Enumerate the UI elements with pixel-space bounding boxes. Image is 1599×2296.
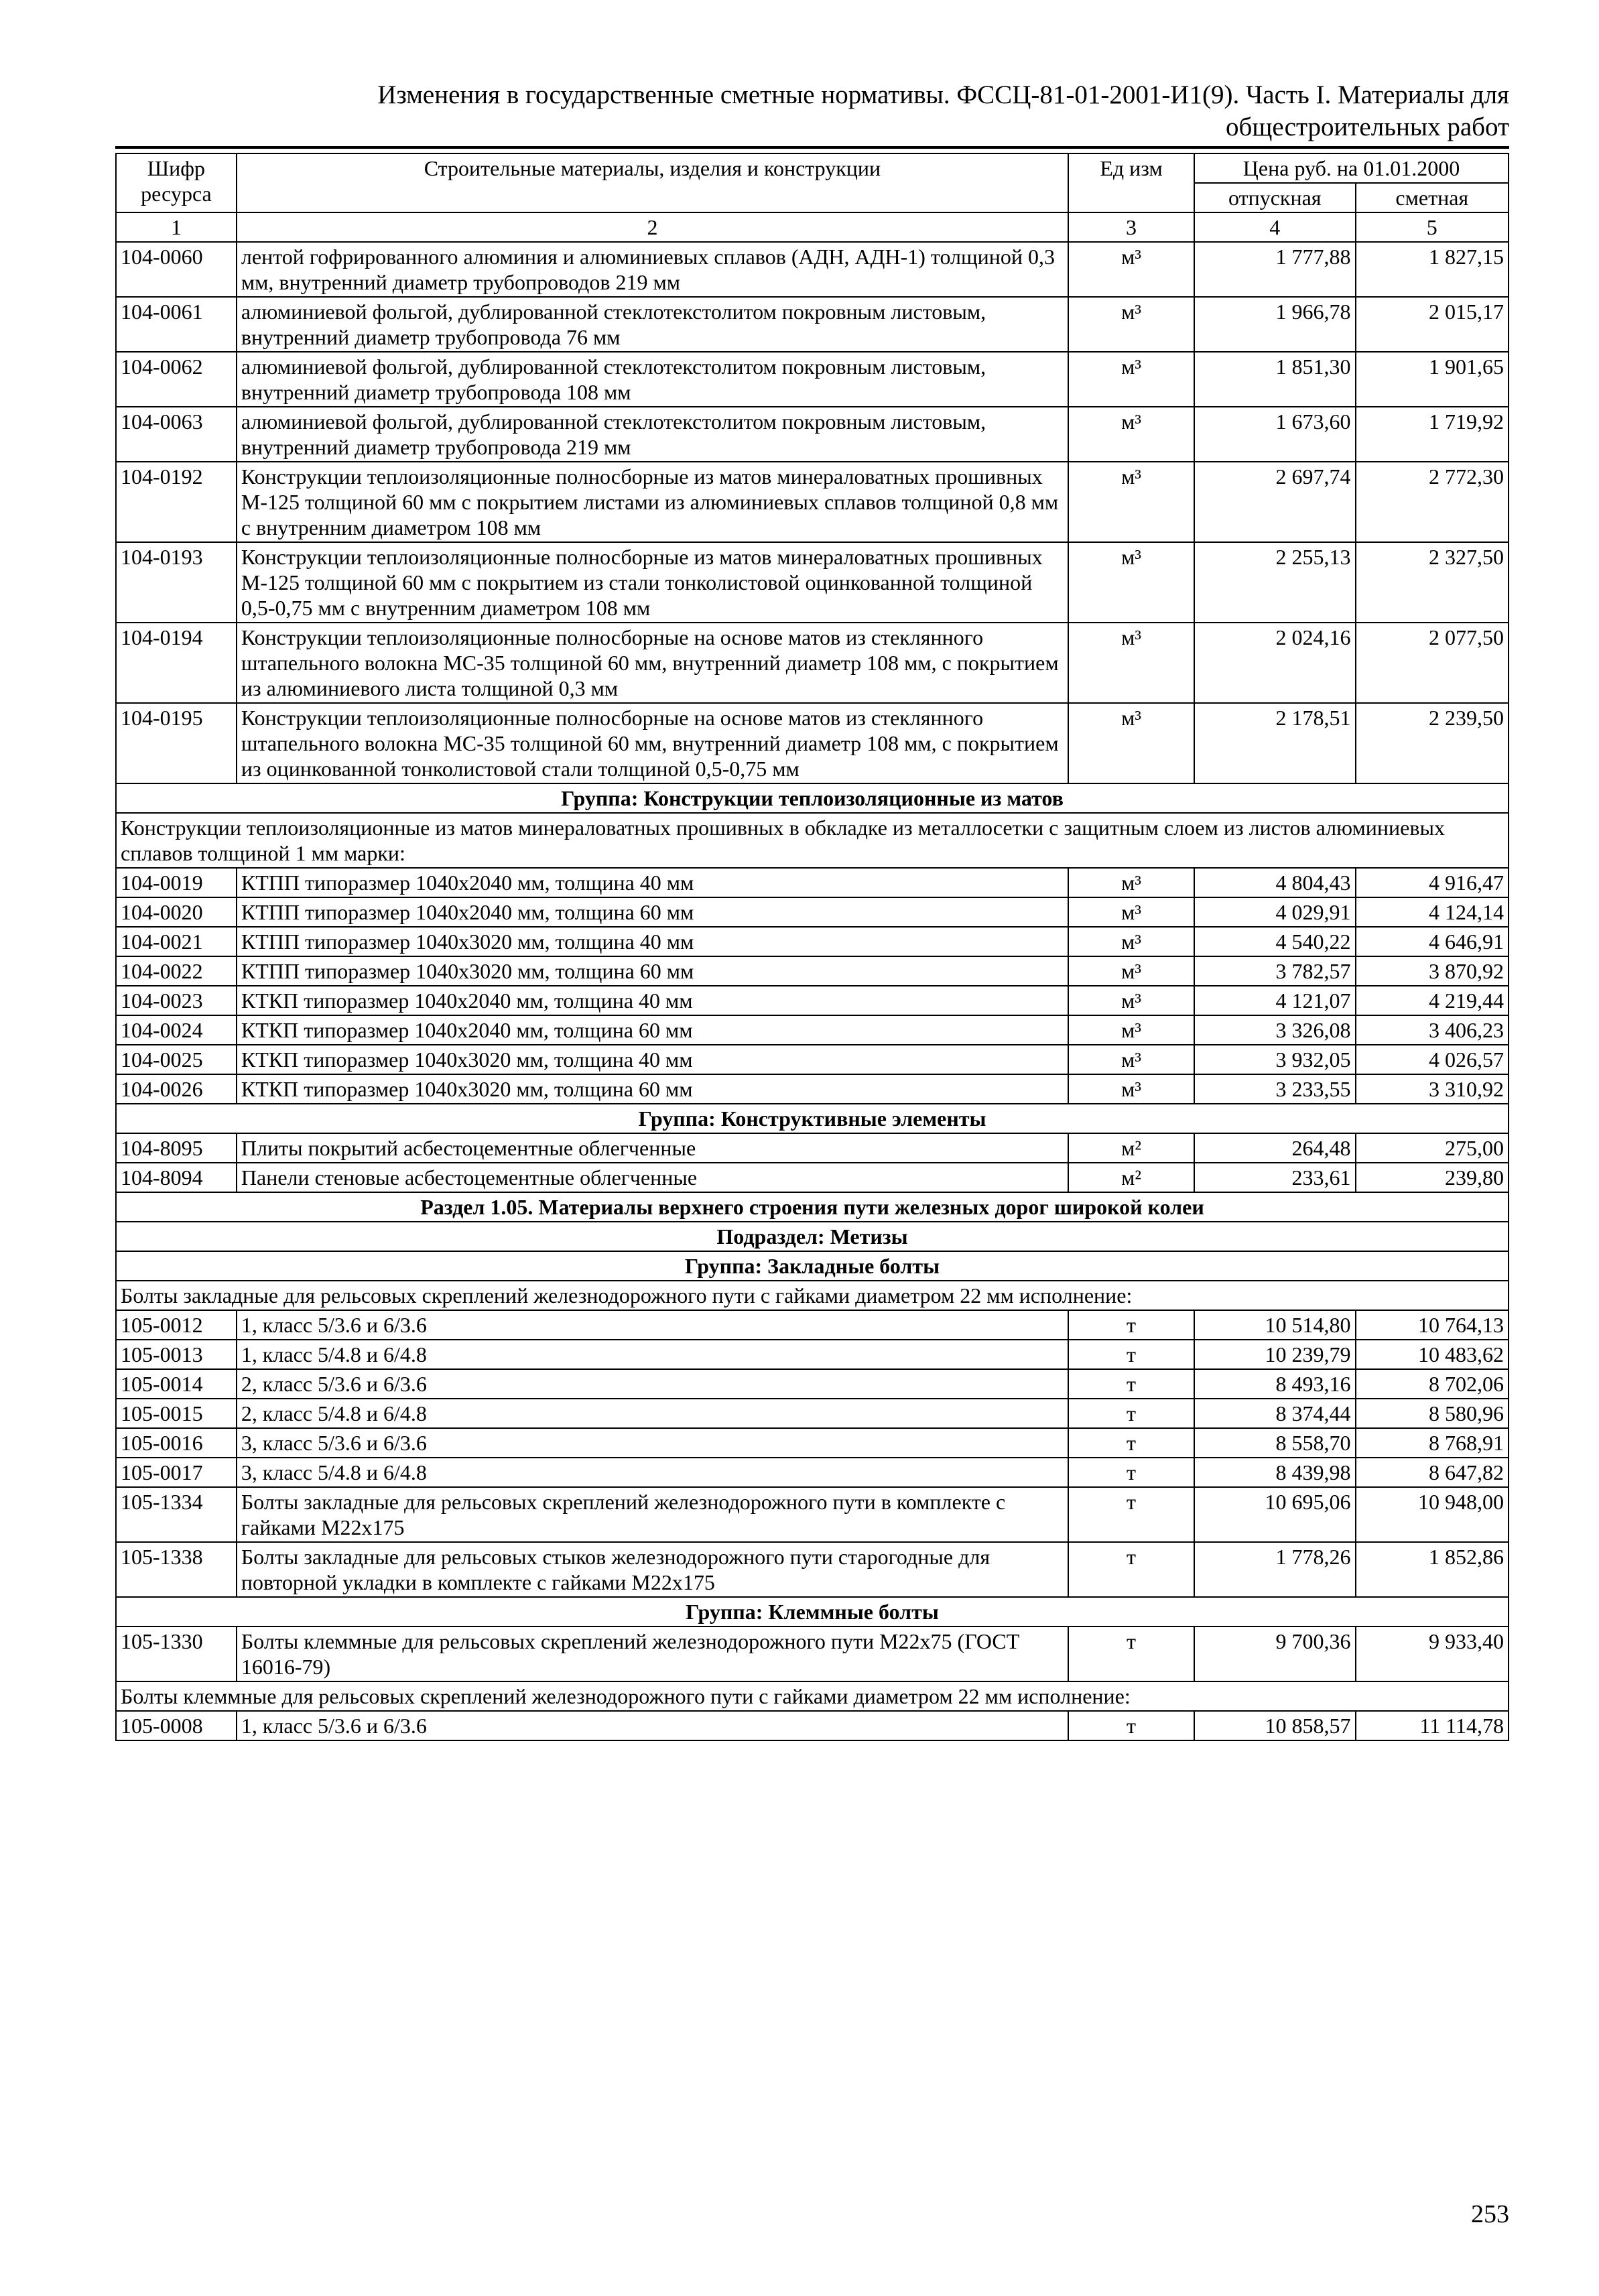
estimate-price: 8 647,82: [1356, 1458, 1509, 1487]
resource-code: 104-8095: [116, 1133, 237, 1163]
release-price: 8 558,70: [1194, 1428, 1356, 1458]
unit: т: [1068, 1542, 1194, 1597]
header-price: Цена руб. на 01.01.2000: [1194, 153, 1509, 183]
unit: м³: [1068, 897, 1194, 927]
estimate-price: 1 901,65: [1356, 352, 1509, 407]
material-name: КТПП типоразмер 1040х2040 мм, толщина 60 мм: [237, 897, 1068, 927]
release-price: 8 493,16: [1194, 1369, 1356, 1399]
release-price: 1 966,78: [1194, 297, 1356, 352]
resource-code: 105-1338: [116, 1542, 237, 1597]
column-number: 2: [237, 212, 1068, 242]
column-number: 1: [116, 212, 237, 242]
column-number: 5: [1356, 212, 1509, 242]
header-line-2: общестроительных работ: [1226, 113, 1509, 141]
resource-code: 104-0195: [116, 703, 237, 783]
table-row: [116, 1340, 1509, 1369]
table-row: [116, 1015, 1509, 1045]
group-heading: Группа: Конструктивные элементы: [116, 1104, 1509, 1133]
resource-code: 104-0022: [116, 956, 237, 986]
header-estimate-price: сметная: [1356, 183, 1509, 212]
table-row: [116, 407, 1509, 462]
material-name: 2, класс 5/4.8 и 6/4.8: [237, 1399, 1068, 1428]
header-release-price: отпускная: [1194, 183, 1356, 212]
resource-code: 105-0012: [116, 1310, 237, 1340]
unit: м³: [1068, 956, 1194, 986]
table-row: [116, 462, 1509, 542]
resource-code: 104-0025: [116, 1045, 237, 1074]
material-name: алюминиевой фольгой, дублированной стеклотекстолитом покровным листовым, внутренний диаметр трубопровода 219 мм: [237, 407, 1068, 462]
unit: м³: [1068, 1074, 1194, 1104]
release-price: 9 700,36: [1194, 1627, 1356, 1681]
resource-code: 104-8094: [116, 1163, 237, 1192]
estimate-price: 11 114,78: [1356, 1711, 1509, 1740]
resource-code: 104-0062: [116, 352, 237, 407]
resource-code: 105-0016: [116, 1428, 237, 1458]
material-name: 1, класс 5/4.8 и 6/4.8: [237, 1340, 1068, 1369]
estimate-price: 8 768,91: [1356, 1428, 1509, 1458]
table-row: [116, 1428, 1509, 1458]
resource-code: 104-0019: [116, 868, 237, 897]
table-row: [116, 1627, 1509, 1681]
release-price: 2 178,51: [1194, 703, 1356, 783]
release-price: 3 233,55: [1194, 1074, 1356, 1104]
section-heading-row: [116, 1192, 1509, 1222]
estimate-price: 1 852,86: [1356, 1542, 1509, 1597]
table-row: [116, 1133, 1509, 1163]
table-row: [116, 623, 1509, 703]
page-number: 253: [1471, 2200, 1509, 2228]
resource-code: 104-0020: [116, 897, 237, 927]
header-line-1: Изменения в государственные сметные нормативы. ФССЦ-81-01-2001-И1(9). Часть I. Материалы для: [377, 80, 1509, 109]
resource-code: 105-0013: [116, 1340, 237, 1369]
unit: м³: [1068, 542, 1194, 623]
table-row: [116, 1369, 1509, 1399]
material-name: КТКП типоразмер 1040х3020 мм, толщина 60 мм: [237, 1074, 1068, 1104]
subsection-heading-row: [116, 1222, 1509, 1251]
resource-code: 104-0193: [116, 542, 237, 623]
column-number: 4: [1194, 212, 1356, 242]
group-heading-row: [116, 1104, 1509, 1133]
group-heading-row: [116, 1251, 1509, 1281]
table-row: [116, 1711, 1509, 1740]
unit: м³: [1068, 927, 1194, 956]
material-name: КТПП типоразмер 1040х3020 мм, толщина 60 мм: [237, 956, 1068, 986]
estimate-price: 9 933,40: [1356, 1627, 1509, 1681]
price-table-body: [116, 153, 1509, 1740]
release-price: 8 439,98: [1194, 1458, 1356, 1487]
resource-code: 105-0014: [116, 1369, 237, 1399]
group-heading: Группа: Конструкции теплоизоляционные из матов: [116, 783, 1509, 813]
unit: м³: [1068, 352, 1194, 407]
subsection-heading: Подраздел: Метизы: [116, 1222, 1509, 1251]
material-name: КТПП типоразмер 1040х2040 мм, толщина 40 мм: [237, 868, 1068, 897]
resource-code: 104-0021: [116, 927, 237, 956]
table-row: [116, 352, 1509, 407]
resource-code: 104-0060: [116, 242, 237, 297]
group-note-row: [116, 1681, 1509, 1711]
resource-code: 104-0061: [116, 297, 237, 352]
estimate-price: 2 015,17: [1356, 297, 1509, 352]
estimate-price: 2 327,50: [1356, 542, 1509, 623]
estimate-price: 2 077,50: [1356, 623, 1509, 703]
table-row: [116, 1542, 1509, 1597]
estimate-price: 1 827,15: [1356, 242, 1509, 297]
unit: м³: [1068, 462, 1194, 542]
release-price: 10 858,57: [1194, 1711, 1356, 1740]
estimate-price: 10 483,62: [1356, 1340, 1509, 1369]
unit: т: [1068, 1627, 1194, 1681]
release-price: 2 697,74: [1194, 462, 1356, 542]
release-price: 1 673,60: [1194, 407, 1356, 462]
release-price: 2 255,13: [1194, 542, 1356, 623]
resource-code: 105-0015: [116, 1399, 237, 1428]
material-name: Конструкции теплоизоляционные полносборные из матов минераловатных прошивных М-125 толщиной 60 мм с покрытием листами из алюминиевых сплавов толщиной 0,8 мм с внутренним диаметром 108 мм: [237, 462, 1068, 542]
estimate-price: 4 916,47: [1356, 868, 1509, 897]
material-name: алюминиевой фольгой, дублированной стеклотекстолитом покровным листовым, внутренний диаметр трубопровода 76 мм: [237, 297, 1068, 352]
estimate-price: 275,00: [1356, 1133, 1509, 1163]
group-note: Болты закладные для рельсовых скреплений железнодорожного пути с гайками диаметром 22 мм исполнение:: [116, 1281, 1509, 1310]
unit: т: [1068, 1310, 1194, 1340]
table-row: [116, 703, 1509, 783]
unit: м³: [1068, 623, 1194, 703]
table-row: [116, 897, 1509, 927]
estimate-price: 8 580,96: [1356, 1399, 1509, 1428]
group-note-row: [116, 1281, 1509, 1310]
column-number-row: [116, 212, 1509, 242]
unit: м³: [1068, 407, 1194, 462]
group-heading-row: [116, 1597, 1509, 1627]
group-note: Конструкции теплоизоляционные из матов минераловатных прошивных в обкладке из металлосетки с защитным слоем из листов алюминиевых сплавов толщиной 1 мм марки:: [116, 813, 1509, 868]
release-price: 4 029,91: [1194, 897, 1356, 927]
unit: т: [1068, 1369, 1194, 1399]
material-name: лентой гофрированного алюминия и алюминиевых сплавов (АДН, АДН-1) толщиной 0,3 мм, внутренний диаметр трубопроводов 219 мм: [237, 242, 1068, 297]
material-name: КТПП типоразмер 1040х3020 мм, толщина 40 мм: [237, 927, 1068, 956]
header-rule: [115, 146, 1509, 149]
resource-code: 104-0192: [116, 462, 237, 542]
material-name: КТКП типоразмер 1040х2040 мм, толщина 60 мм: [237, 1015, 1068, 1045]
resource-code: 104-0024: [116, 1015, 237, 1045]
unit: м³: [1068, 242, 1194, 297]
group-note-row: [116, 813, 1509, 868]
table-row: [116, 1399, 1509, 1428]
table-row: [116, 1045, 1509, 1074]
table-row: [116, 868, 1509, 897]
estimate-price: 1 719,92: [1356, 407, 1509, 462]
material-name: 1, класс 5/3.6 и 6/3.6: [237, 1711, 1068, 1740]
header-unit: Ед изм: [1068, 153, 1194, 212]
resource-code: 105-0017: [116, 1458, 237, 1487]
unit: м²: [1068, 1163, 1194, 1192]
table-row: [116, 1310, 1509, 1340]
table-row: [116, 956, 1509, 986]
unit: т: [1068, 1487, 1194, 1542]
release-price: 10 239,79: [1194, 1340, 1356, 1369]
estimate-price: 10 948,00: [1356, 1487, 1509, 1542]
estimate-price: 4 026,57: [1356, 1045, 1509, 1074]
material-name: КТКП типоразмер 1040х3020 мм, толщина 40 мм: [237, 1045, 1068, 1074]
unit: м³: [1068, 1015, 1194, 1045]
group-note: Болты клеммные для рельсовых скреплений железнодорожного пути с гайками диаметром 22 мм исполнение:: [116, 1681, 1509, 1711]
group-heading: Группа: Закладные болты: [116, 1251, 1509, 1281]
table-header-row: [116, 153, 1509, 183]
release-price: 8 374,44: [1194, 1399, 1356, 1428]
material-name: Болты клеммные для рельсовых скреплений железнодорожного пути М22х75 (ГОСТ 16016-79): [237, 1627, 1068, 1681]
release-price: 1 851,30: [1194, 352, 1356, 407]
material-name: Плиты покрытий асбестоцементные облегченные: [237, 1133, 1068, 1163]
resource-code: 105-1330: [116, 1627, 237, 1681]
resource-code: 104-0026: [116, 1074, 237, 1104]
estimate-price: 2 772,30: [1356, 462, 1509, 542]
resource-code: 104-0063: [116, 407, 237, 462]
table-row: [116, 1163, 1509, 1192]
release-price: 3 326,08: [1194, 1015, 1356, 1045]
material-name: 1, класс 5/3.6 и 6/3.6: [237, 1310, 1068, 1340]
release-price: 2 024,16: [1194, 623, 1356, 703]
material-name: 3, класс 5/3.6 и 6/3.6: [237, 1428, 1068, 1458]
table-row: [116, 242, 1509, 297]
material-name: Панели стеновые асбестоцементные облегченные: [237, 1163, 1068, 1192]
release-price: 3 932,05: [1194, 1045, 1356, 1074]
group-heading-row: [116, 783, 1509, 813]
unit: т: [1068, 1399, 1194, 1428]
unit: м²: [1068, 1133, 1194, 1163]
running-header: [115, 79, 1509, 143]
unit: т: [1068, 1458, 1194, 1487]
estimate-price: 3 406,23: [1356, 1015, 1509, 1045]
table-row: [116, 986, 1509, 1015]
estimate-price: 3 310,92: [1356, 1074, 1509, 1104]
group-heading: Группа: Клеммные болты: [116, 1597, 1509, 1627]
table-row: [116, 1487, 1509, 1542]
estimate-price: 4 124,14: [1356, 897, 1509, 927]
estimate-price: 2 239,50: [1356, 703, 1509, 783]
unit: т: [1068, 1711, 1194, 1740]
unit: м³: [1068, 986, 1194, 1015]
release-price: 233,61: [1194, 1163, 1356, 1192]
resource-code: 104-0023: [116, 986, 237, 1015]
unit: м³: [1068, 703, 1194, 783]
resource-code: 105-0008: [116, 1711, 237, 1740]
material-name: Конструкции теплоизоляционные полносборные на основе матов из стеклянного штапельного волокна МС-35 толщиной 60 мм, внутренний диаметр 108 мм, с покрытием из оцинкованной тонколистовой стали толщиной 0,5-0,75 мм: [237, 703, 1068, 783]
release-price: 4 540,22: [1194, 927, 1356, 956]
unit: т: [1068, 1428, 1194, 1458]
material-name: Конструкции теплоизоляционные полносборные из матов минераловатных прошивных М-125 толщиной 60 мм с покрытием из стали тонколистовой оцинкованной толщиной 0,5-0,75 мм с внутренним диаметром 108 мм: [237, 542, 1068, 623]
material-name: 3, класс 5/4.8 и 6/4.8: [237, 1458, 1068, 1487]
release-price: 10 514,80: [1194, 1310, 1356, 1340]
estimate-price: 4 646,91: [1356, 927, 1509, 956]
material-name: КТКП типоразмер 1040х2040 мм, толщина 40 мм: [237, 986, 1068, 1015]
unit: м³: [1068, 868, 1194, 897]
estimate-price: 8 702,06: [1356, 1369, 1509, 1399]
release-price: 264,48: [1194, 1133, 1356, 1163]
material-name: 2, класс 5/3.6 и 6/3.6: [237, 1369, 1068, 1399]
section-heading: Раздел 1.05. Материалы верхнего строения пути железных дорог широкой колеи: [116, 1192, 1509, 1222]
table-row: [116, 1458, 1509, 1487]
table-row: [116, 1074, 1509, 1104]
column-number: 3: [1068, 212, 1194, 242]
material-name: алюминиевой фольгой, дублированной стеклотекстолитом покровным листовым, внутренний диаметр трубопровода 108 мм: [237, 352, 1068, 407]
estimate-price: 4 219,44: [1356, 986, 1509, 1015]
release-price: 4 121,07: [1194, 986, 1356, 1015]
unit: т: [1068, 1340, 1194, 1369]
table-row: [116, 927, 1509, 956]
release-price: 4 804,43: [1194, 868, 1356, 897]
header-name: Строительные материалы, изделия и конструкции: [237, 153, 1068, 212]
header-code: Шифр ресурса: [116, 153, 237, 212]
release-price: 3 782,57: [1194, 956, 1356, 986]
resource-code: 104-0194: [116, 623, 237, 703]
estimate-price: 10 764,13: [1356, 1310, 1509, 1340]
estimate-price: 3 870,92: [1356, 956, 1509, 986]
unit: м³: [1068, 1045, 1194, 1074]
release-price: 1 778,26: [1194, 1542, 1356, 1597]
release-price: 10 695,06: [1194, 1487, 1356, 1542]
price-table: [115, 153, 1509, 1741]
release-price: 1 777,88: [1194, 242, 1356, 297]
table-row: [116, 542, 1509, 623]
estimate-price: 239,80: [1356, 1163, 1509, 1192]
unit: м³: [1068, 297, 1194, 352]
resource-code: 105-1334: [116, 1487, 237, 1542]
table-row: [116, 297, 1509, 352]
material-name: Болты закладные для рельсовых стыков железнодорожного пути старогодные для повторной укладки в комплекте с гайками М22х175: [237, 1542, 1068, 1597]
material-name: Болты закладные для рельсовых скреплений железнодорожного пути в комплекте с гайками М22х175: [237, 1487, 1068, 1542]
material-name: Конструкции теплоизоляционные полносборные на основе матов из стеклянного штапельного волокна МС-35 толщиной 60 мм, внутренний диаметр 108 мм, с покрытием из алюминиевого листа толщиной 0,3 мм: [237, 623, 1068, 703]
